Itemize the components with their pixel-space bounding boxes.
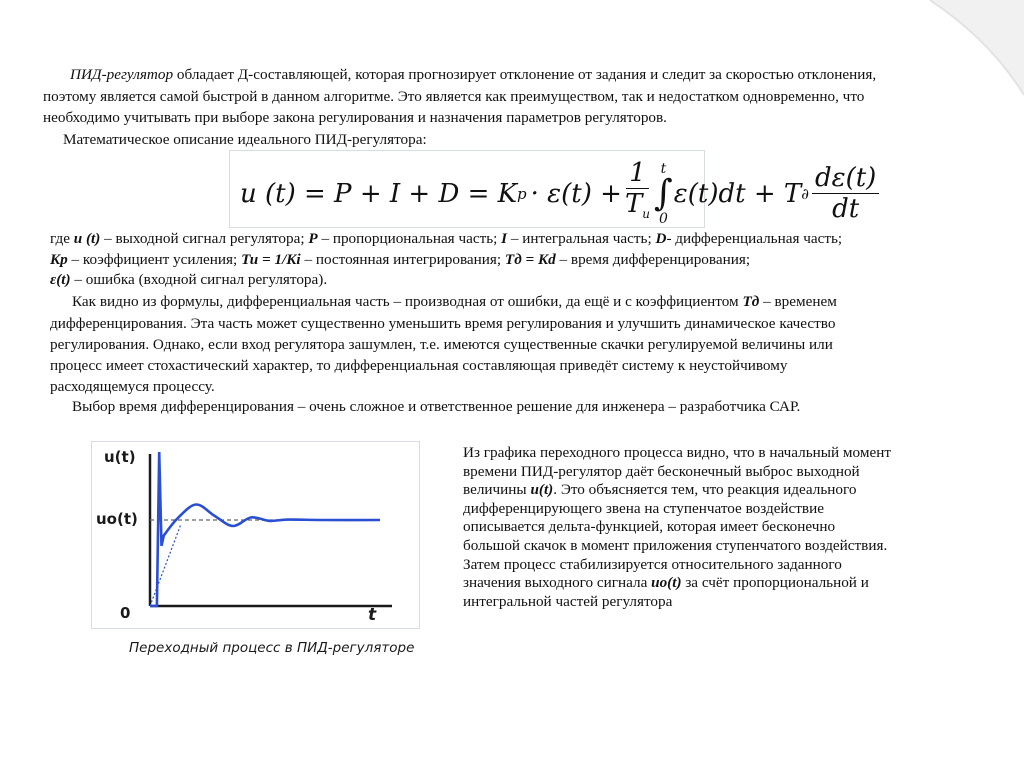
where-1-c: – пропорциональная часть; (317, 230, 502, 247)
where-1-u: u (t) (73, 230, 101, 247)
right-8c: за счёт пропорциональной и (681, 574, 869, 592)
where-1-b: – выходной сигнал регулятора; (100, 230, 309, 247)
para2-line-4: процесс имеет стохастический характер, то дифференциальная составляющая приведёт систему к неустойчивому (50, 357, 788, 374)
where-2-a: – коэффициент усиления; (67, 251, 242, 268)
integral-upper: t (660, 160, 667, 177)
integral-sign (654, 161, 673, 227)
origin-label: 0 (120, 604, 131, 622)
para3-line: Выбор время дифференцирования – очень сложное и ответственное решение для инженера – разработчика САР. (72, 398, 801, 415)
fraction-1-numerator: 1 (626, 158, 649, 189)
where-1-dd: D (655, 230, 667, 247)
where-1-d: – интегральная часть; (507, 230, 656, 247)
fraction-2-numerator: dε(t) (812, 163, 879, 194)
tangent-line (150, 524, 181, 606)
integral-symbol: ∫ (654, 172, 673, 214)
where-1-p: P (308, 230, 318, 247)
right-line-2: времени ПИД-регулятор даёт бесконечный выброс выходной (463, 462, 860, 480)
where-2-td: Tд = Kd (504, 251, 556, 268)
intro-line-3: необходимо учитывать при выборе закона регулирования и назначения параметров регуляторов. (43, 109, 667, 126)
formula-mid: · ε(t) + (530, 178, 622, 209)
intro-line-4: Математическое описание идеального ПИД-регулятора: (63, 131, 427, 148)
where-line-1 (50, 230, 842, 247)
formula-integral-body: ε(t)dt + T (673, 178, 802, 209)
right-8a: значения выходного сигнала (463, 574, 652, 592)
para2-line-1 (72, 293, 837, 310)
right-line-5: описывается дельта-функцией, которая имеет бесконечно (463, 518, 836, 536)
formula-fraction-2 (812, 163, 879, 224)
x-axis-label: t (368, 605, 377, 625)
where-3-eps: ε(t) (50, 271, 71, 288)
y-axis-label: u(t) (104, 448, 136, 466)
right-line-3 (463, 481, 891, 500)
fraction-1-den-sub: u (642, 207, 651, 222)
formula-lhs: u (t) = P + I + D = K (240, 178, 518, 209)
fraction-1-denominator (625, 189, 650, 229)
transient-chart (92, 442, 417, 626)
right-line-9: интегральной частей регулятора (463, 592, 673, 610)
intro-line-1: ПИД-регулятор обладает Д-составляющей, которая прогнозирует отклонение от задания и следит за скоростью отклонения, (70, 66, 877, 83)
right-line-7: Затем процесс стабилизируется относительного заданного (463, 555, 842, 573)
where-2-b: – постоянная интегрирования; (300, 251, 505, 268)
fraction-2-denominator: dt (832, 194, 860, 225)
right-8b: uo(t) (651, 574, 682, 592)
right-3c: . Это объясняется тем, что реакция идеального (553, 481, 857, 499)
pid-term: ПИД-регулятор (70, 66, 174, 83)
where-2-tu: Tu = 1/Ki (241, 251, 301, 268)
integral-lower: 0 (658, 210, 668, 227)
ref-label: uo(t) (96, 510, 138, 528)
para2-line-3: регулирования. Однако, если вход регулятора зашумлен, т.е. имеются существенные скачки регулируемой величины или (50, 336, 833, 353)
where-3-a: – ошибка (входной сигнал регулятора). (70, 271, 328, 288)
para2-l1a: Как видно из формулы, дифференциальная часть – производная от ошибки, да ещё и с коэффициентом (72, 293, 743, 310)
right-3b: u(t) (530, 481, 554, 499)
right-line-4: дифференцирующего звена на ступенчатое воздействие (463, 499, 824, 517)
right-line-8 (463, 574, 891, 593)
para2-line-5: расходящемуся процессу. (50, 378, 215, 395)
fraction-1-den-text: T (624, 189, 643, 219)
para2-l1b: Tд (742, 293, 760, 310)
where-1-a: где (50, 230, 74, 247)
where-2-c: – время дифференцирования; (555, 251, 751, 268)
where-1-i: I (501, 230, 508, 247)
transient-curve (150, 452, 380, 606)
right-line-6: большой скачок в момент приложения ступенчатого воздействия. (463, 536, 888, 554)
formula-td-sub: ∂ (801, 184, 809, 203)
right-3a: величины (463, 481, 531, 499)
explanation-text (463, 444, 891, 611)
where-1-e: - дифференциальная часть; (666, 230, 843, 247)
intro-line-2: поэтому является самой быстрой в данном алгоритме. Это является как преимуществом, так и недостатком одновременно, что (43, 88, 865, 105)
formula-fraction-1 (625, 158, 650, 229)
where-2-kp: Kp (50, 251, 68, 268)
chart-caption: Переходный процесс в ПИД-регуляторе (129, 640, 415, 656)
formula-kp-sub: p (517, 184, 527, 203)
right-line-1: Из графика переходного процесса видно, что в начальный момент (463, 444, 891, 461)
para2-line-2: дифференцирования. Эта часть может существенно уменьшить время регулирования и улучшить динамическое качество (50, 315, 836, 332)
where-line-2 (50, 251, 750, 268)
pid-formula (240, 158, 882, 229)
where-line-3 (50, 271, 327, 288)
para2-l1c: – временем (759, 293, 837, 310)
